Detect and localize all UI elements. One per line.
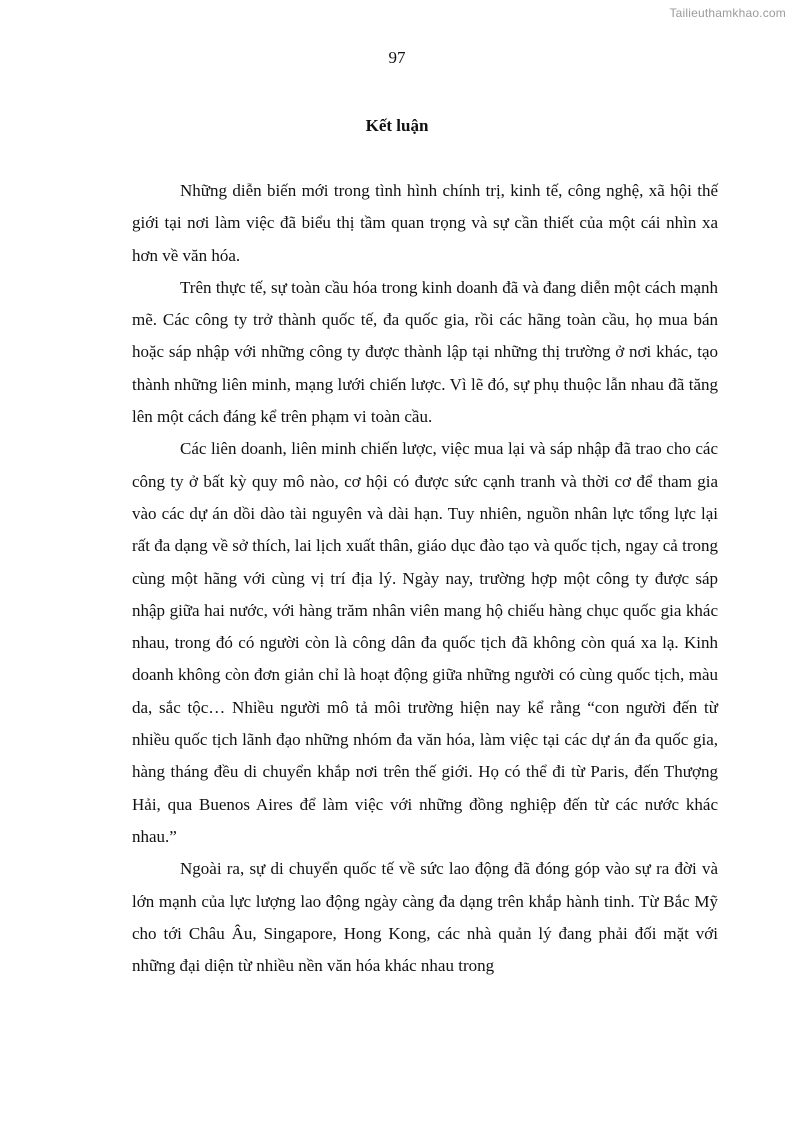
paragraph-1: Những diễn biến mới trong tình hình chính trị, kinh tế, công nghệ, xã hội thế giới tại nơi làm việc đã biểu thị tầm quan trọng và sự cần thiết của một cái nhìn xa hơn về văn hóa.	[132, 181, 718, 265]
paragraph-3: Các liên doanh, liên minh chiến lược, việc mua lại và sáp nhập đã trao cho các công ty ở bất kỳ quy mô nào, cơ hội có được sức cạnh tranh và thời cơ để tham gia vào các dự án dồi dào tài nguyên và dài hạn. Tuy nhiên, nguồn nhân lực tổng lực lại rất đa dạng về sở thích, lai lịch xuất thân, giáo dục đào tạo và quốc tịch, ngay cả trong cùng một hãng với cùng vị trí địa lý. Ngày nay, trường hợp một công ty được sáp nhập giữa hai nước, với hàng trăm nhân viên mang hộ chiếu hàng chục quốc gia khác nhau, trong đó có người còn là công dân đa quốc tịch đã không còn quá xa lạ. Kinh doanh không còn đơn giản chỉ là hoạt động giữa những người có cùng quốc tịch, màu da, sắc tộc… Nhiều người mô tả môi trường hiện nay kể rằng “con người đến từ nhiều quốc tịch lãnh đạo những nhóm đa văn hóa, làm việc tại các dự án đa quốc gia, hàng tháng đều di chuyển khắp nơi trên thế giới. Họ có thể đi từ Paris, đến Thượng Hải, qua Buenos Aires để làm việc với những đồng nghiệp đến từ các nước khác nhau.”	[132, 439, 718, 846]
paragraph-2: Trên thực tế, sự toàn cầu hóa trong kinh doanh đã và đang diễn một cách mạnh mẽ. Các công ty trở thành quốc tế, đa quốc gia, rồi các hãng toàn cầu, họ mua bán hoặc sáp nhập với những công ty được thành lập tại những thị trường ở nơi khác, tạo thành những liên minh, mạng lưới chiến lược. Vì lẽ đó, sự phụ thuộc lẫn nhau đã tăng lên một cách đáng kể trên phạm vi toàn cầu.	[132, 277, 718, 427]
page-number: 97	[388, 48, 406, 67]
paragraph-4: Ngoài ra, sự di chuyển quốc tế về sức lao động đã đóng góp vào sự ra đời và lớn mạnh của lực lượng lao động ngày càng đa dạng trên khắp hành tinh. Từ Bắc Mỹ cho tới Châu Âu, Singapore, Hong Kong, các nhà quản lý đang phải đối mặt với những đại diện từ nhiều nền văn hóa khác nhau trong	[132, 859, 718, 976]
watermark: Tailieuthamkhao.com	[669, 6, 786, 20]
body-text	[132, 175, 718, 982]
page-title: Kết luận	[365, 116, 429, 135]
